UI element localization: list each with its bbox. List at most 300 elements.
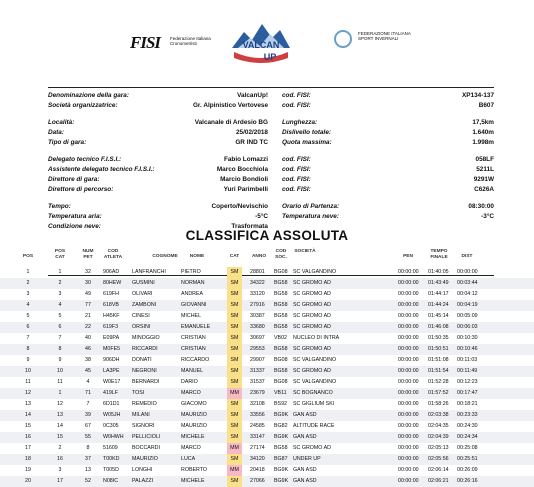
cell-dist: 00:12:23 [457, 379, 478, 385]
cell-num-pet: 7 [86, 401, 90, 407]
cell-cognome: BERNARDI [132, 379, 160, 385]
cell-dist: 00:00:00 [457, 269, 478, 275]
table-row [0, 421, 534, 432]
info-label: Condizione neve: [48, 223, 101, 230]
valcan-up-event-logo [228, 18, 294, 66]
cell-nome: MICHELE [181, 478, 205, 484]
cell-tempo-finale: 02:03:38 [428, 412, 449, 418]
cell-pos-cat: 16 [57, 456, 63, 462]
cell-pos-cat: 1 [58, 390, 62, 396]
cell-nome: GIACOMO [181, 401, 207, 407]
cell-cognome: OLIVARI [132, 291, 153, 297]
cell-num-pet: 67 [85, 423, 91, 429]
cell-pos-cat: 3 [58, 467, 62, 473]
info-value: ValcanUp! [237, 92, 268, 99]
cell-pos: 19 [25, 467, 31, 473]
cell-cod-soc: BS92 [274, 401, 287, 407]
info-value: GR IND TC [235, 139, 268, 146]
cell-cat: MM [227, 465, 242, 476]
cell-societa: ALTITUDE RACE [293, 423, 335, 429]
cell-cat: SM [227, 366, 242, 377]
cell-pen: 00:00:00 [398, 390, 419, 396]
cell-dist: 00:18:21 [457, 401, 478, 407]
cell-societa: SC GROMO AD [293, 368, 331, 374]
cell-pen: 00:00:00 [398, 313, 419, 319]
cell-tempo-finale: 01:43:49 [428, 280, 449, 286]
cell-cod-soc: BG9K [274, 467, 289, 473]
info-value: Valcanale di Ardesio BG [194, 119, 268, 126]
cell-anno: 30387 [250, 313, 265, 319]
cell-societa: SC VALGANDINO [293, 379, 337, 385]
cell-cat: SM [227, 322, 242, 333]
cell-cod-atleta: 619FH [103, 291, 119, 297]
info-value-2: 5211L [476, 166, 494, 173]
info-label: Località: [48, 119, 75, 126]
cell-nome: RICCARDO [181, 357, 210, 363]
cell-num-pet: 21 [85, 313, 91, 319]
col-header-cognome: COGNOME [152, 254, 178, 259]
cell-num-pet: 8 [86, 445, 90, 451]
cell-pen: 00:00:00 [398, 379, 419, 385]
cell-pen: 00:00:00 [398, 269, 419, 275]
cell-societa: SC GROMO AD [293, 445, 331, 451]
cell-num-pet: 77 [85, 302, 91, 308]
cell-cognome: ZAMBONI [132, 302, 157, 308]
info-value-2: -3°C [481, 213, 494, 220]
cell-cat: SM [227, 311, 242, 322]
info-label-2: cod. FISI: [282, 156, 311, 163]
cell-cat: SM [227, 300, 242, 311]
cell-cod-soc: BG87 [274, 456, 288, 462]
cell-pen: 00:00:00 [398, 478, 419, 484]
cell-num-pet: 39 [85, 412, 91, 418]
cell-anno: 34322 [250, 280, 265, 286]
cell-cod-atleta: M0FE5 [103, 346, 121, 352]
cell-tempo-finale: 01:51:54 [428, 368, 449, 374]
cell-tempo-finale: 02:05:56 [428, 456, 449, 462]
cell-num-pet: 22 [85, 324, 91, 330]
table-row [0, 454, 534, 465]
cell-cat: MM [227, 388, 242, 399]
info-label-2: cod. FISI: [282, 166, 311, 173]
info-value: Marcio Bondioli [220, 176, 268, 183]
federation-emblem-icon [334, 30, 352, 48]
cell-cod-soc: BG9K [274, 434, 289, 440]
cell-num-pet: 40 [85, 335, 91, 341]
cell-pos-cat: 7 [58, 335, 62, 341]
cell-cognome: BOCCARDI [132, 445, 160, 451]
cell-tempo-finale: 01:51:08 [428, 357, 449, 363]
cell-dist: 00:24:34 [457, 434, 478, 440]
results-table-header [0, 246, 534, 268]
cell-pen: 00:00:00 [398, 434, 419, 440]
info-label: Delegato tecnico F.I.S.I.: [48, 156, 122, 163]
cell-cat: MM [227, 443, 242, 454]
cell-cod-atleta: T00KD [103, 456, 120, 462]
cell-anno: 32108 [250, 401, 265, 407]
cell-tempo-finale: 02:06:14 [428, 467, 449, 473]
cell-pos-cat: 11 [57, 379, 63, 385]
info-value: Gr. Alpinistico Vertovese [192, 102, 268, 109]
cell-num-pet: 71 [85, 390, 91, 396]
cell-cod-soc: BG82 [274, 423, 288, 429]
table-row [0, 267, 534, 278]
cell-pos-cat: 9 [58, 357, 62, 363]
cell-cod-atleta: 419LF [103, 390, 119, 396]
cell-cat: SM [227, 421, 242, 432]
cell-societa: GAN ASD [293, 434, 317, 440]
info-value-2: XP134-137 [462, 92, 494, 99]
cell-nome: DARIO [181, 379, 198, 385]
cell-nome: NORMAN [181, 280, 205, 286]
cell-societa: NUCLEO DI INTRA [293, 335, 340, 341]
cell-pos-cat: 3 [58, 291, 62, 297]
cell-anno: 27066 [250, 478, 265, 484]
table-row [0, 322, 534, 333]
cell-cat: SM [227, 333, 242, 344]
cell-pos-cat: 12 [57, 401, 63, 407]
cell-anno: 28801 [250, 269, 265, 275]
table-row [0, 344, 534, 355]
cell-societa: SC BOGNANCO [293, 390, 333, 396]
cell-anno: 29907 [250, 357, 265, 363]
cell-num-pet: 55 [85, 434, 91, 440]
cell-dist: 00:03:44 [457, 280, 478, 286]
table-row [0, 465, 534, 476]
cell-num-pet: 37 [85, 456, 91, 462]
cell-num-pet: 13 [85, 467, 91, 473]
cell-anno: 33120 [250, 291, 265, 297]
cell-pos: 2 [26, 280, 30, 286]
cell-societa: SC GROMO AD [293, 346, 331, 352]
info-label: Data: [48, 129, 64, 136]
cell-nome: EMANUELE [181, 324, 211, 330]
cell-cat: SM [227, 267, 242, 278]
cell-cognome: TOSI [132, 390, 145, 396]
info-label-2: Quota massima: [282, 139, 332, 146]
cell-dist: 00:26:16 [457, 478, 478, 484]
cell-tempo-finale: 01:46:08 [428, 324, 449, 330]
cell-pen: 00:00:00 [398, 335, 419, 341]
cell-nome: MAURIZIO [181, 412, 207, 418]
cell-anno: 33147 [250, 434, 265, 440]
cell-dist: 00:23:33 [457, 412, 478, 418]
cell-nome: ROBERTO [181, 467, 208, 473]
cell-pos-cat: 13 [57, 412, 63, 418]
info-label: Tempo: [48, 203, 71, 210]
cell-cat: SM [227, 377, 242, 388]
info-label-2: cod. FISI: [282, 176, 311, 183]
cell-pos-cat: 1 [58, 269, 62, 275]
info-label: Tipo di gara: [48, 139, 87, 146]
table-row [0, 355, 534, 366]
page-title: CLASSIFICA ASSOLUTA [185, 228, 349, 243]
cell-pos: 15 [25, 423, 31, 429]
cell-pen: 00:00:00 [398, 302, 419, 308]
info-label-2: Lunghezza: [282, 119, 318, 126]
table-row [0, 399, 534, 410]
cell-societa: SC GROMO AD [293, 313, 331, 319]
cell-cognome: LANFRANCHI [132, 269, 166, 275]
cell-pos: 18 [25, 456, 31, 462]
cell-cognome: SIGNORI [132, 423, 155, 429]
col-header-nome: NOME [189, 254, 205, 259]
cell-pos-cat: 2 [58, 445, 62, 451]
cell-num-pet: 45 [85, 368, 91, 374]
cell-anno: 24585 [250, 423, 265, 429]
cell-nome: CRISTIAN [181, 335, 206, 341]
cell-cod-soc: VB02 [274, 335, 287, 341]
info-value-2: C626A [474, 186, 494, 193]
cell-anno: 23679 [250, 390, 265, 396]
cell-pos: 14 [25, 412, 31, 418]
cell-dist: 00:17:47 [457, 390, 478, 396]
cell-num-pet: 38 [85, 357, 91, 363]
cell-tempo-finale: 01:50:35 [428, 335, 449, 341]
cell-pos-cat: 17 [57, 478, 63, 484]
cell-nome: MANUEL [181, 368, 204, 374]
cell-cognome: NEGRONI [132, 368, 157, 374]
svg-text:UP: UP [263, 52, 277, 62]
cell-dist: 00:25:08 [457, 445, 478, 451]
table-row [0, 388, 534, 399]
cell-cod-soc: BG58 [274, 324, 288, 330]
col-header-dist: DIST [461, 254, 473, 259]
col-header-societa: SOCIETÀ [294, 249, 316, 254]
cell-cognome: PELLICIOLI [132, 434, 161, 440]
cell-pos-cat: 4 [58, 302, 62, 308]
cell-cognome: MILANI [132, 412, 150, 418]
cell-cat: SM [227, 432, 242, 443]
cell-num-pet: 30 [85, 280, 91, 286]
cell-pos: 3 [26, 291, 30, 297]
cell-cognome: REMEDIO [132, 401, 157, 407]
col-header-cod-soc: COD SOC. [275, 249, 287, 260]
info-label: Assistente delegato tecnico F.I.S.I.: [48, 166, 155, 173]
cell-pos: 8 [26, 346, 30, 352]
cell-nome: PIETRO [181, 269, 201, 275]
cell-cognome: LONGHI [132, 467, 153, 473]
cell-anno: 27174 [250, 445, 265, 451]
cell-cod-soc: BG9K [274, 412, 289, 418]
col-header-tempo-finale: TEMPO FINALE [430, 249, 448, 260]
cell-dist: 00:06:03 [457, 324, 478, 330]
cell-cod-soc: BG08 [274, 379, 288, 385]
fisi-subtitle: Federazione Italiana Cronometristi [170, 36, 211, 46]
table-row [0, 366, 534, 377]
cell-cod-atleta: 619F3 [103, 324, 119, 330]
info-label: Società organizzatrice: [48, 102, 118, 109]
info-value-2: 17,5km [472, 119, 494, 126]
info-value: Coperto/Nevischio [211, 203, 268, 210]
table-row [0, 333, 534, 344]
cell-cod-atleta: T005D [103, 467, 119, 473]
info-value: -5°C [255, 213, 268, 220]
cell-cod-atleta: E09PA [103, 335, 120, 341]
info-value-2: 1.640m [472, 129, 494, 136]
cell-cognome: DONATI [132, 357, 152, 363]
col-header-pos-cat: POS CAT [54, 249, 66, 260]
cell-cat: SM [227, 410, 242, 421]
cell-cognome: MAURIZIO [132, 456, 158, 462]
cell-pos: 1 [26, 269, 30, 275]
info-label-2: Orario di Partenza: [282, 203, 340, 210]
cell-pos: 9 [26, 357, 30, 363]
cell-societa: SC GROMO AD [293, 291, 331, 297]
cell-pos: 16 [25, 434, 31, 440]
table-row [0, 410, 534, 421]
table-row [0, 278, 534, 289]
cell-cod-soc: BG08 [274, 269, 288, 275]
cell-cat: SM [227, 289, 242, 300]
cell-nome: MARCO [181, 390, 201, 396]
info-label-2: cod. FISI: [282, 186, 311, 193]
cell-cod-atleta: 80HEW [103, 280, 122, 286]
cell-pos: 5 [26, 313, 30, 319]
cell-dist: 00:11:49 [457, 368, 478, 374]
cell-pos-cat: 2 [58, 280, 62, 286]
cell-pos: 11 [25, 379, 31, 385]
cell-societa: GAN ASD [293, 478, 317, 484]
table-row [0, 432, 534, 443]
info-label-2: Dislivello totale: [282, 129, 332, 136]
cell-societa: SC GIGLIUM SKI [293, 401, 335, 407]
cell-cognome: CINESI [132, 313, 150, 319]
cell-cod-atleta: 6D1D1 [103, 401, 120, 407]
cell-anno: 29553 [250, 346, 265, 352]
info-value: Trasformata [231, 223, 268, 230]
col-header-anno: ANNO [251, 254, 267, 259]
cell-cod-soc: BG58 [274, 291, 288, 297]
cell-tempo-finale: 01:58:26 [428, 401, 449, 407]
info-value: Marco Bocchiola [216, 166, 268, 173]
cell-cod-atleta: W0HWH [103, 434, 124, 440]
cell-societa: GAN ASD [293, 412, 317, 418]
cell-pos: 13 [25, 401, 31, 407]
cell-cod-soc: BG9K [274, 478, 289, 484]
cell-num-pet: 46 [85, 346, 91, 352]
cell-cat: SM [227, 399, 242, 410]
cell-pos: 6 [26, 324, 30, 330]
info-label-2: cod. FISI: [282, 102, 311, 109]
cell-tempo-finale: 02:04:35 [428, 423, 449, 429]
table-row [0, 476, 534, 487]
cell-pos-cat: 8 [58, 346, 62, 352]
cell-dist: 00:24:30 [457, 423, 478, 429]
info-value-2: B607 [478, 102, 494, 109]
col-header-cod-atleta: COD ATLETA [103, 249, 123, 260]
cell-num-pet: 49 [85, 291, 91, 297]
cell-cod-soc: BG58 [274, 313, 288, 319]
cell-dist: 00:04:19 [457, 302, 478, 308]
cell-anno: 33680 [250, 324, 265, 330]
cell-tempo-finale: 02:04:39 [428, 434, 449, 440]
cell-nome: MARCO [181, 445, 201, 451]
info-label: Temperatura aria: [48, 213, 102, 220]
cell-cod-soc: BG08 [274, 357, 288, 363]
info-value: Yuri Parimbelli [223, 186, 268, 193]
cell-num-pet: 4 [86, 379, 90, 385]
cell-cod-soc: BG58 [274, 280, 288, 286]
cell-pen: 00:00:00 [398, 456, 419, 462]
cell-cat: SM [227, 476, 242, 487]
cell-cod-soc: BG58 [274, 445, 288, 451]
info-label-2: Temperatura neve: [282, 213, 339, 220]
info-label-2: cod. FISI: [282, 92, 311, 99]
info-label: Denominazione della gara: [48, 92, 129, 99]
table-row [0, 311, 534, 322]
cell-cod-atleta: 618VB [103, 302, 119, 308]
cell-pen: 00:00:00 [398, 412, 419, 418]
cell-dist: 00:04:12 [457, 291, 478, 297]
cell-pos-cat: 6 [58, 324, 62, 330]
cell-pen: 00:00:00 [398, 445, 419, 451]
cell-societa: SC VALGANDINO [293, 357, 337, 363]
cell-cat: SM [227, 454, 242, 465]
cell-anno: 20418 [250, 467, 265, 473]
cell-anno: 34120 [250, 456, 265, 462]
cell-tempo-finale: 01:40:05 [428, 269, 449, 275]
cell-cod-soc: BG58 [274, 368, 288, 374]
info-value: 25/02/2018 [236, 129, 268, 136]
cell-anno: 33556 [250, 412, 265, 418]
cell-tempo-finale: 01:52:28 [428, 379, 449, 385]
cell-pos-cat: 5 [58, 313, 62, 319]
cell-cod-soc: BG58 [274, 346, 288, 352]
cell-cognome: GUSMINI [132, 280, 155, 286]
header-logos [0, 18, 534, 78]
cell-pos: 12 [25, 390, 31, 396]
cell-cod-atleta: W0E17 [103, 379, 121, 385]
cell-nome: GIOVANNI [181, 302, 207, 308]
table-row [0, 289, 534, 300]
fisi-federation-logo [334, 28, 414, 58]
cell-cod-atleta: 51609 [103, 445, 118, 451]
cell-pos: 7 [26, 335, 30, 341]
cell-cod-soc: VB11 [274, 390, 287, 396]
cell-dist: 00:25:51 [457, 456, 478, 462]
cell-anno: 27916 [250, 302, 265, 308]
cell-societa: GAN ASD [293, 467, 317, 473]
cell-pen: 00:00:00 [398, 346, 419, 352]
cell-pen: 00:00:00 [398, 401, 419, 407]
cell-societa: UNDER UP [293, 456, 321, 462]
cell-anno: 31537 [250, 379, 265, 385]
table-row [0, 443, 534, 454]
cell-tempo-finale: 01:44:24 [428, 302, 449, 308]
cell-cod-atleta: H45KF [103, 313, 120, 319]
info-value-2: 9291W [473, 176, 494, 183]
cell-dist: 00:26:09 [457, 467, 478, 473]
col-header-num-pet: NUM PET [82, 249, 94, 260]
fisi-mark: FISI [130, 33, 161, 52]
cell-tempo-finale: 01:50:51 [428, 346, 449, 352]
cell-cognome: MINOGGIO [132, 335, 160, 341]
cell-cod-soc: BG58 [274, 302, 288, 308]
cell-cat: SM [227, 278, 242, 289]
cell-cod-atleta: 0C305 [103, 423, 119, 429]
cell-tempo-finale: 02:06:21 [428, 478, 449, 484]
cell-tempo-finale: 01:45:14 [428, 313, 449, 319]
col-header-pos: POS [22, 254, 34, 259]
info-label: Direttore di percorso: [48, 186, 114, 193]
cell-societa: SC GROMO AD [293, 280, 331, 286]
cell-dist: 00:11:03 [457, 357, 478, 363]
cell-cod-atleta: N08IC [103, 478, 119, 484]
cell-nome: ANDREA [181, 291, 204, 297]
svg-text:VALCAN: VALCAN [242, 40, 280, 50]
table-row [0, 300, 534, 311]
